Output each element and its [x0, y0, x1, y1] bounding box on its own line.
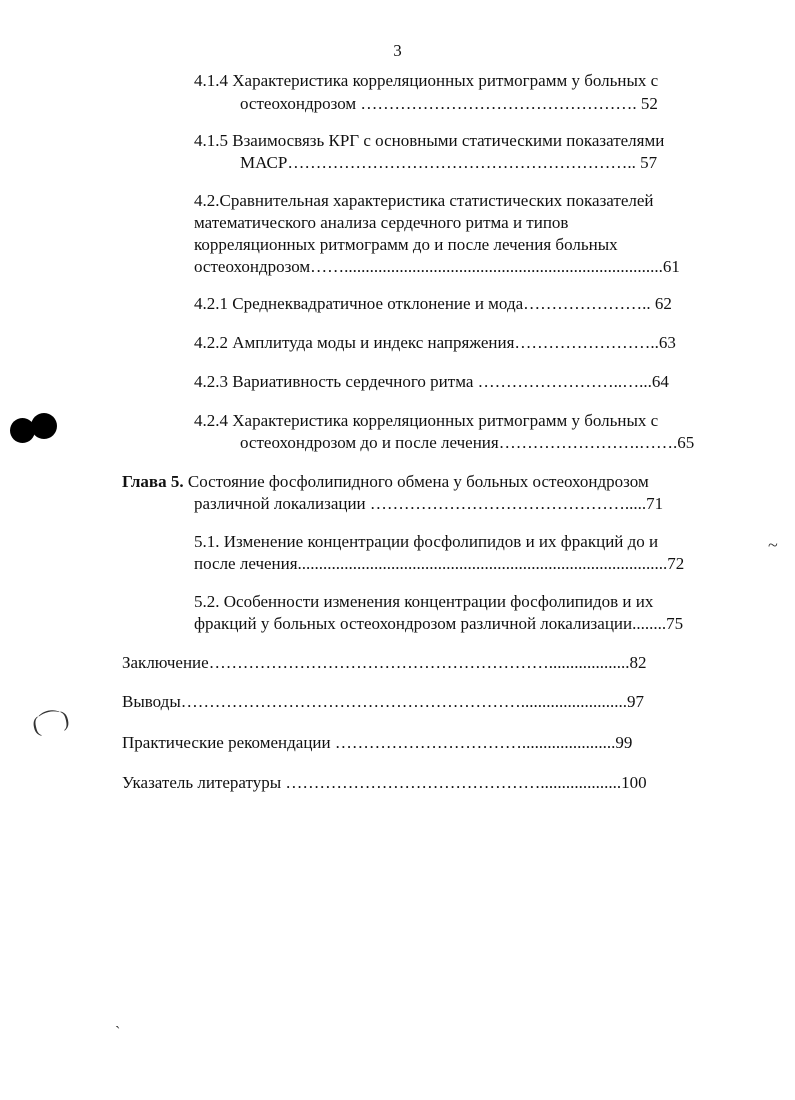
toc-conclusion: Заключение……………………………………………………...................82 — [122, 653, 647, 672]
page-number: 3 — [393, 41, 402, 60]
toc-entry-5-1-line1: 5.1. Изменение концентрации фосфолипидов и их фракций до и — [194, 532, 659, 551]
toc-entry-4-2-line3: корреляционных ритмограмм до и после лечения больных — [194, 235, 618, 254]
toc-chapter-5-line2: различной локализации ……………………………………….....71 — [194, 494, 664, 513]
toc-entry-5-1-line2: после лечения.......................................................................................72 — [194, 554, 685, 573]
toc-entry-4-1-5-line2: МАСР…………………………………………………….. 57 — [240, 153, 658, 172]
toc-entry-4-2-2: 4.2.2 Амплитуда моды и индекс напряжения……………………..63 — [194, 333, 676, 352]
chapter-5-label: Глава 5. — [122, 472, 184, 491]
margin-scribble-bottom: ˎ — [115, 1012, 121, 1029]
toc-entry-5-2-line2: фракций у больных остеохондрозом различной локализации........75 — [194, 614, 684, 633]
toc-bibliography: Указатель литературы ………………………………………...................100 — [122, 773, 647, 792]
margin-scribble-right: ~ — [768, 535, 778, 555]
toc-findings: Выводы…………………………………………………….........................97 — [122, 692, 645, 711]
toc-entry-5-2-line1: 5.2. Особенности изменения концентрации фосфолипидов и их — [194, 592, 654, 611]
toc-entry-4-1-4-line1: 4.1.4 Характеристика корреляционных ритмограмм у больных с — [194, 71, 659, 90]
toc-entry-4-2-4-line2: остеохондрозом до и после лечения…………………….…….65 — [240, 433, 695, 452]
toc-entry-4-2-3: 4.2.3 Вариативность сердечного ритма ……………………..…...64 — [194, 372, 669, 391]
toc-entry-4-2-4-line1: 4.2.4 Характеристика корреляционных ритмограмм у больных с — [194, 411, 659, 430]
toc-entry-4-2-line1: 4.2.Сравнительная характеристика статистических показателей — [194, 191, 654, 210]
hole-punch-right — [31, 413, 57, 439]
toc-entry-4-1-5-line1: 4.1.5 Взаимосвязь КРГ с основными статическими показателями — [194, 131, 665, 150]
chapter-5-title: Состояние фосфолипидного обмена у больных остеохондрозом — [183, 472, 649, 491]
toc-recommendations: Практические рекомендации ……………………………......................99 — [122, 733, 633, 752]
toc-entry-4-2-1: 4.2.1 Среднеквадратичное отклонение и мода………………….. 62 — [194, 294, 672, 313]
toc-chapter-5-line1 — [122, 471, 649, 493]
toc-entry-4-2-line2: математического анализа сердечного ритма и типов — [194, 213, 569, 232]
toc-entry-4-2-line4: остеохондрозом……...........................................................................61 — [194, 257, 680, 276]
margin-scribble-left: (⌒) — [30, 705, 72, 738]
toc-entry-4-1-4-line2: остеохондрозом …………………………………………. 52 — [240, 94, 658, 113]
